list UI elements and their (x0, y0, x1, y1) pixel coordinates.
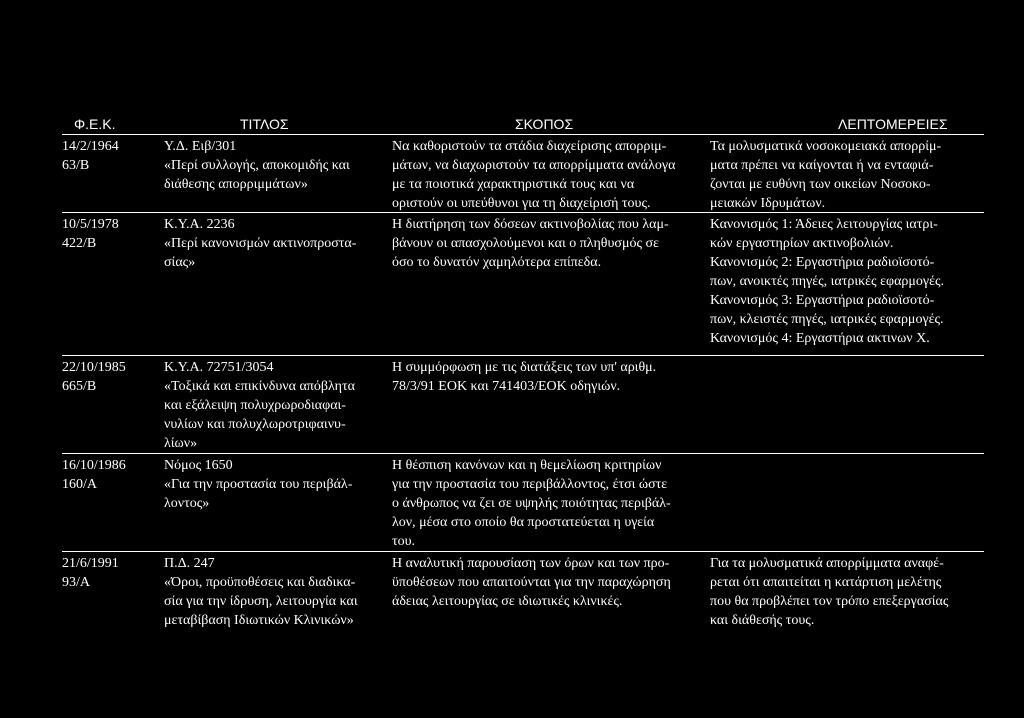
title-line: «Τοξικά και επικίνδυνα απόβλητα (164, 379, 355, 394)
purpose-line: Η θέσπιση κανόνων και η θεμελίωση κριτηρίων (392, 458, 662, 473)
fek-line: 63/Β (62, 158, 90, 173)
title-line: Κ.Υ.Α. 2236 (164, 217, 235, 232)
purpose-cell (392, 358, 692, 396)
purpose-line: όσο το δυνατόν χαμηλότερα επίπεδα. (392, 255, 602, 270)
title-cell (164, 554, 374, 630)
purpose-line: του. (392, 534, 416, 549)
purpose-cell (392, 554, 692, 611)
fek-line: 160/Α (62, 477, 97, 492)
details-line: ζονται με ευθύνη των οικείων Νοσοκο- (710, 177, 931, 192)
purpose-line: 78/3/91 ΕΟΚ και 741403/ΕΟΚ οδηγιών. (392, 379, 621, 394)
table-header (62, 115, 984, 135)
title-cell (164, 137, 374, 194)
purpose-line: για την προστασία του περιβάλλοντος, έτσι ώστε (392, 477, 668, 492)
fek-cell (62, 554, 152, 592)
purpose-line: οριστούν οι υπεύθυνοι για τη διαχείρισή τους. (392, 196, 651, 211)
purpose-line: βάνουν οι απασχολούμενοι και ο πληθυσμός σε (392, 236, 659, 251)
title-cell (164, 358, 374, 453)
purpose-line: Η διατήρηση των δόσεων ακτινοβολίας που λαμ- (392, 217, 669, 232)
title-cell (164, 215, 374, 272)
details-line: Κανονισμός 1: Άδειες λειτουργίας ιατρι- (710, 217, 938, 232)
title-line: νυλίων και πολυχλωροτριφαινυ- (164, 417, 346, 432)
title-line: Υ.Δ. Ειβ/301 (164, 139, 237, 154)
details-line: που θα προβλέπει τον τρόπο επεξεργασίας (710, 594, 949, 609)
title-line: Π.Δ. 247 (164, 556, 215, 571)
table-row (62, 215, 984, 356)
details-line: Κανονισμός 4: Εργαστήρια ακτινων Χ. (710, 331, 930, 346)
title-line: «Για την προστασία του περιβάλ- (164, 477, 353, 492)
purpose-line: Η αναλυτική παρουσίαση των όρων και των προ- (392, 556, 670, 571)
fek-line: 21/6/1991 (62, 556, 119, 571)
details-line: πων, ανοικτές πηγές, ιατρικές εφαρμογές. (710, 274, 945, 289)
purpose-line: λον, μέσα στο οποίο θα προστατεύεται η υγεία (392, 515, 655, 530)
purpose-line: ο άνθρωπος να ζει σε υψηλής ποιότητας περιβάλ- (392, 496, 671, 511)
details-line: ρεται ότι απαιτείται η κατάρτιση μελέτης (710, 575, 942, 590)
details-line: κών εργαστηρίων ακτινοβολιών. (710, 236, 894, 251)
fek-line: 10/5/1978 (62, 217, 119, 232)
fek-cell (62, 358, 152, 396)
details-line: μειακών Ιδρυμάτων. (710, 196, 826, 211)
fek-line: 22/10/1985 (62, 360, 126, 375)
table-row (62, 358, 984, 454)
title-line: «Περί συλλογής, αποκομιδής και (164, 158, 350, 173)
purpose-line: μάτων, να διαχωριστούν τα απορρίμματα ανάλογα (392, 158, 676, 173)
title-cell (164, 456, 374, 513)
table-row (62, 554, 984, 636)
header-fek: Φ.Ε.Κ. (74, 116, 116, 132)
details-line: ματα πρέπει να καίγονται ή να ενταφιά- (710, 158, 934, 173)
details-cell (710, 215, 960, 348)
title-line: λοντος» (164, 496, 210, 511)
purpose-cell (392, 215, 692, 272)
details-cell (710, 137, 960, 213)
header-title: ΤΙΤΛΟΣ (240, 116, 289, 132)
details-line: Κανονισμός 2: Εργαστήρια ραδιοϊσοτό- (710, 255, 935, 270)
fek-line: 93/Α (62, 575, 90, 590)
purpose-cell (392, 456, 692, 551)
details-cell (710, 554, 960, 630)
purpose-line: άδειας λειτουργίας σε ιδιωτικές κλινικές. (392, 594, 623, 609)
purpose-cell (392, 137, 692, 213)
title-line: και εξάλειψη πολυχρωροδιαφαι- (164, 398, 346, 413)
title-line: «Όροι, προϋποθέσεις και διαδικα- (164, 575, 356, 590)
purpose-line: ϋποθέσεων που απαιτούνται για την παραχώρηση (392, 575, 671, 590)
header-purpose: ΣΚΟΠΟΣ (515, 116, 574, 132)
details-line: Τα μολυσματικά νοσοκομειακά απορρίμ- (710, 139, 942, 154)
title-line: διάθεσης απορριμμάτων» (164, 177, 308, 192)
purpose-line: με τα ποιοτικά χαρακτηριστικά τους και να (392, 177, 635, 192)
title-line: σία για την ίδρυση, λειτουργία και (164, 594, 358, 609)
fek-cell (62, 456, 152, 494)
fek-cell (62, 215, 152, 253)
title-line: Νόμος 1650 (164, 458, 233, 473)
title-line: Κ.Υ.Α. 72751/3054 (164, 360, 274, 375)
fek-line: 14/2/1964 (62, 139, 119, 154)
title-line: «Περί κανονισμών ακτινοπροστα- (164, 236, 357, 251)
purpose-line: Να καθοριστούν τα στάδια διαχείρισης απορριμ- (392, 139, 667, 154)
fek-line: 16/10/1986 (62, 458, 126, 473)
title-line: σίας» (164, 255, 196, 270)
details-line: Κανονισμός 3: Εργαστήρια ραδιοϊσοτό- (710, 293, 935, 308)
fek-cell (62, 137, 152, 175)
header-details: ΛΕΠΤΟΜΕΡΕΙΕΣ (838, 116, 948, 132)
details-line: και διάθεσής τους. (710, 613, 815, 628)
details-line: πων, κλειστές πηγές, ιατρικές εφαρμογές. (710, 312, 944, 327)
title-line: λίων» (164, 436, 198, 451)
fek-line: 422/Β (62, 236, 97, 251)
fek-line: 665/Β (62, 379, 97, 394)
table-row (62, 137, 984, 213)
purpose-line: Η συμμόρφωση με τις διατάξεις των υπ' αριθμ. (392, 360, 657, 375)
details-line: Για τα μολυσματικά απορρίμματα αναφέ- (710, 556, 944, 571)
table-row (62, 456, 984, 552)
title-line: μεταβίβαση Ιδιωτικών Κλινικών» (164, 613, 354, 628)
